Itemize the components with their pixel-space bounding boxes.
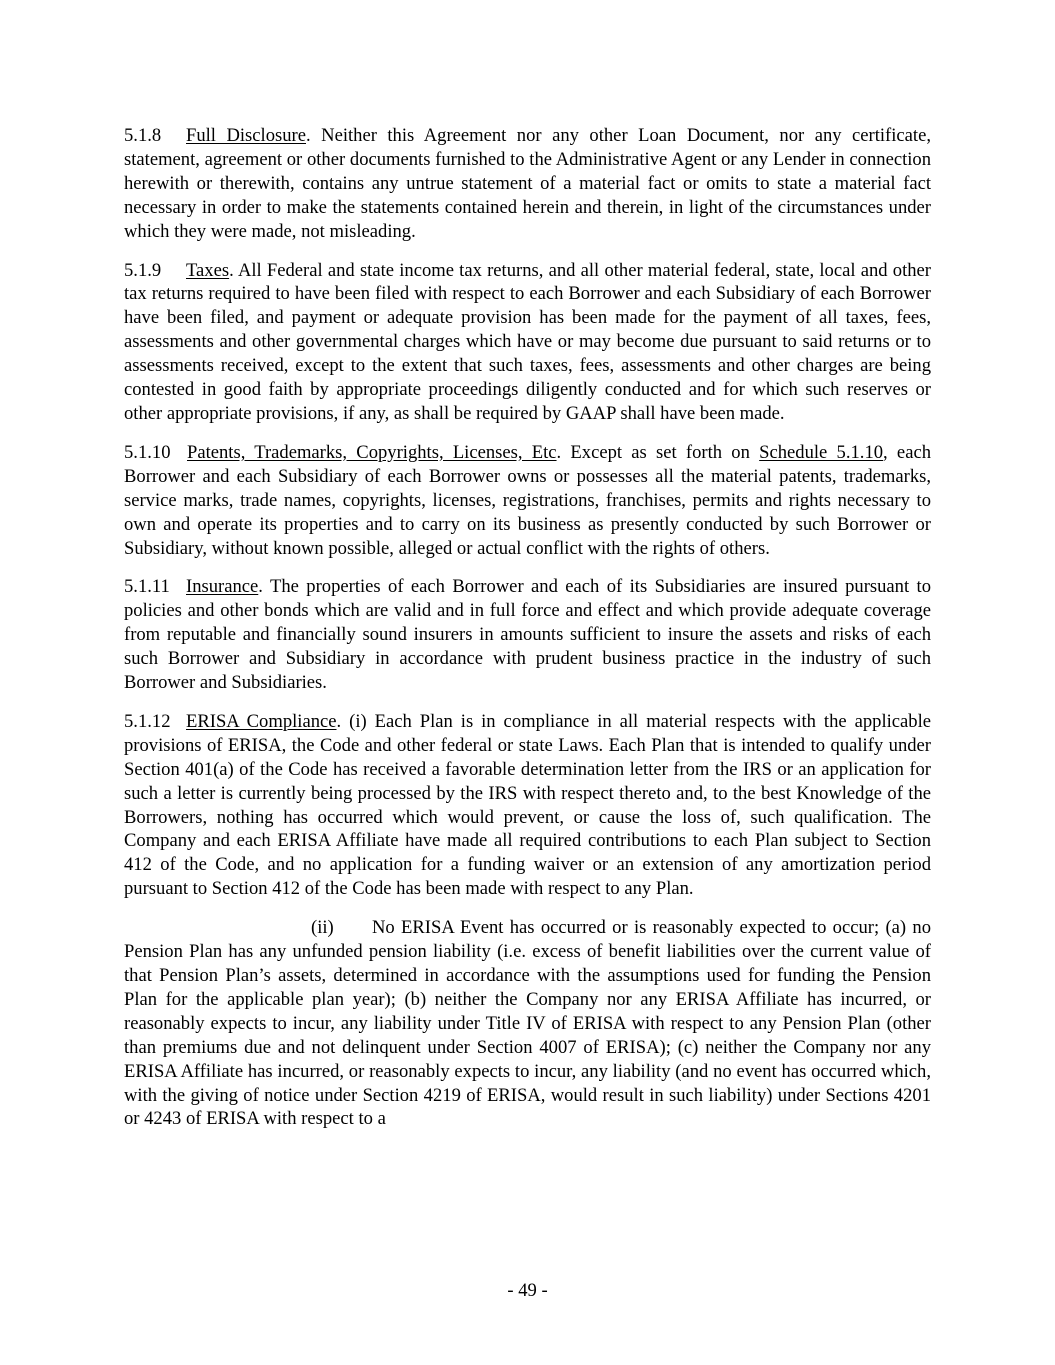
document-page (124, 124, 931, 1146)
section-5-1-11 (124, 575, 931, 695)
section-body: . Neither this Agreement nor any other Loan Document, nor any certificate, statement, agreement or other documents furnished to the Administrative Agent or any Lender in connection herewith or therewith, contains any untrue statement of a material fact or omits to state a material fact necessary in order to make the statements contained herein and therein, in light of the circumstances under which they were made, not misleading. (124, 125, 931, 242)
section-number: 5.1.9 (124, 259, 162, 281)
section-body: . Except as set forth on (556, 441, 760, 463)
section-number: 5.1.10 (124, 441, 171, 463)
section-heading: ERISA Compliance (186, 710, 337, 732)
section-5-1-12-ii (124, 916, 931, 1131)
section-body: . (i) Each Plan is in compliance in all material respects with the applicable provisions of ERISA, the Code and other federal or state Laws. Each Plan that is intended to qualify under Section 401(a) of the Code has received a favorable determination letter from the IRS or an application for such a letter is currently being processed by the IRS with respect thereto and, to the best Knowledge of the Borrowers, nothing has occurred which would prevent, or cause the loss of, such qualification. The Company and each ERISA Affiliate have made all required contributions to each Plan subject to Section 412 of the Code, and no application for a funding waiver or an extension of any amortization period pursuant to Section 412 of the Code has been made with respect to any Plan. (124, 710, 931, 900)
section-heading: Taxes (186, 259, 230, 281)
section-5-1-12 (124, 710, 931, 901)
section-heading: Full Disclosure (186, 125, 306, 146)
section-5-1-9 (124, 259, 931, 426)
section-number: 5.1.11 (124, 576, 170, 598)
clause-label: (ii) (311, 917, 334, 939)
section-number: 5.1.12 (124, 710, 171, 732)
schedule-reference: Schedule 5.1.10 (759, 441, 884, 463)
section-body: . The properties of each Borrower and each of its Subsidiaries are insured pursuant to policies and other bonds which are valid and in full force and effect and which provide adequate coverage from reputable and financially sound insurers in amounts sufficient to insure the assets and risks of each such Borrower and Subsidiary in accordance with prudent business practice in the industry of such Borrower and Subsidiaries. (124, 576, 931, 694)
section-heading: Patents, Trademarks, Copyrights, Licenses, Etc (187, 441, 557, 463)
section-body-continued: , each Borrower and each Subsidiary of each Borrower owns or possesses all the material patents, trademarks, service marks, trade names, copyrights, licenses, registrations, franchises, permits and rights necessary to own and operate its properties and to carry on its business as presently conducted by such Borrower or Subsidiary, without known possible, alleged or actual conflict with the rights of others. (124, 441, 931, 559)
section-number: 5.1.8 (124, 125, 162, 146)
section-5-1-8 (124, 124, 931, 244)
clause-body: No ERISA Event has occurred or is reasonably expected to occur; (a) no Pension Plan has any unfunded pension liability (i.e. excess of benefit liabilities over the current value of that Pension Plan’s assets, determined in accordance with the assumptions used for funding the Pension Plan for the applicable plan year); (b) neither the Company nor any ERISA Affiliate has incurred, or reasonably expects to incur, any liability under Title IV of ERISA with respect to any Pension Plan (other than premiums due and not delinquent under Section 4007 of ERISA); (c) neither the Company nor any ERISA Affiliate has incurred, or reasonably expects to incur, any liability (and no event has occurred which, with the giving of notice under Section 4219 of ERISA, would result in such liability) under Sections 4201 or 4243 of ERISA with respect to a (124, 917, 931, 1130)
section-heading: Insurance (186, 576, 259, 598)
page-number: - 49 - (507, 1280, 548, 1301)
section-5-1-10 (124, 441, 931, 561)
section-body: . All Federal and state income tax returns, and all other material federal, state, local and other tax returns required to have been filed with respect to each Borrower and each Subsidiary of each Borrower have been filed, and payment or adequate provision has been made for the payment of all taxes, fees, assessments and other governmental charges which have or may become due pursuant to said returns or to assessments received, except to the extent that such taxes, fees, assessments and other charges are being contested in good faith by appropriate proceedings diligently conducted and for which such reserves or other appropriate provisions, if any, as shall be required by GAAP shall have been made. (124, 259, 931, 424)
